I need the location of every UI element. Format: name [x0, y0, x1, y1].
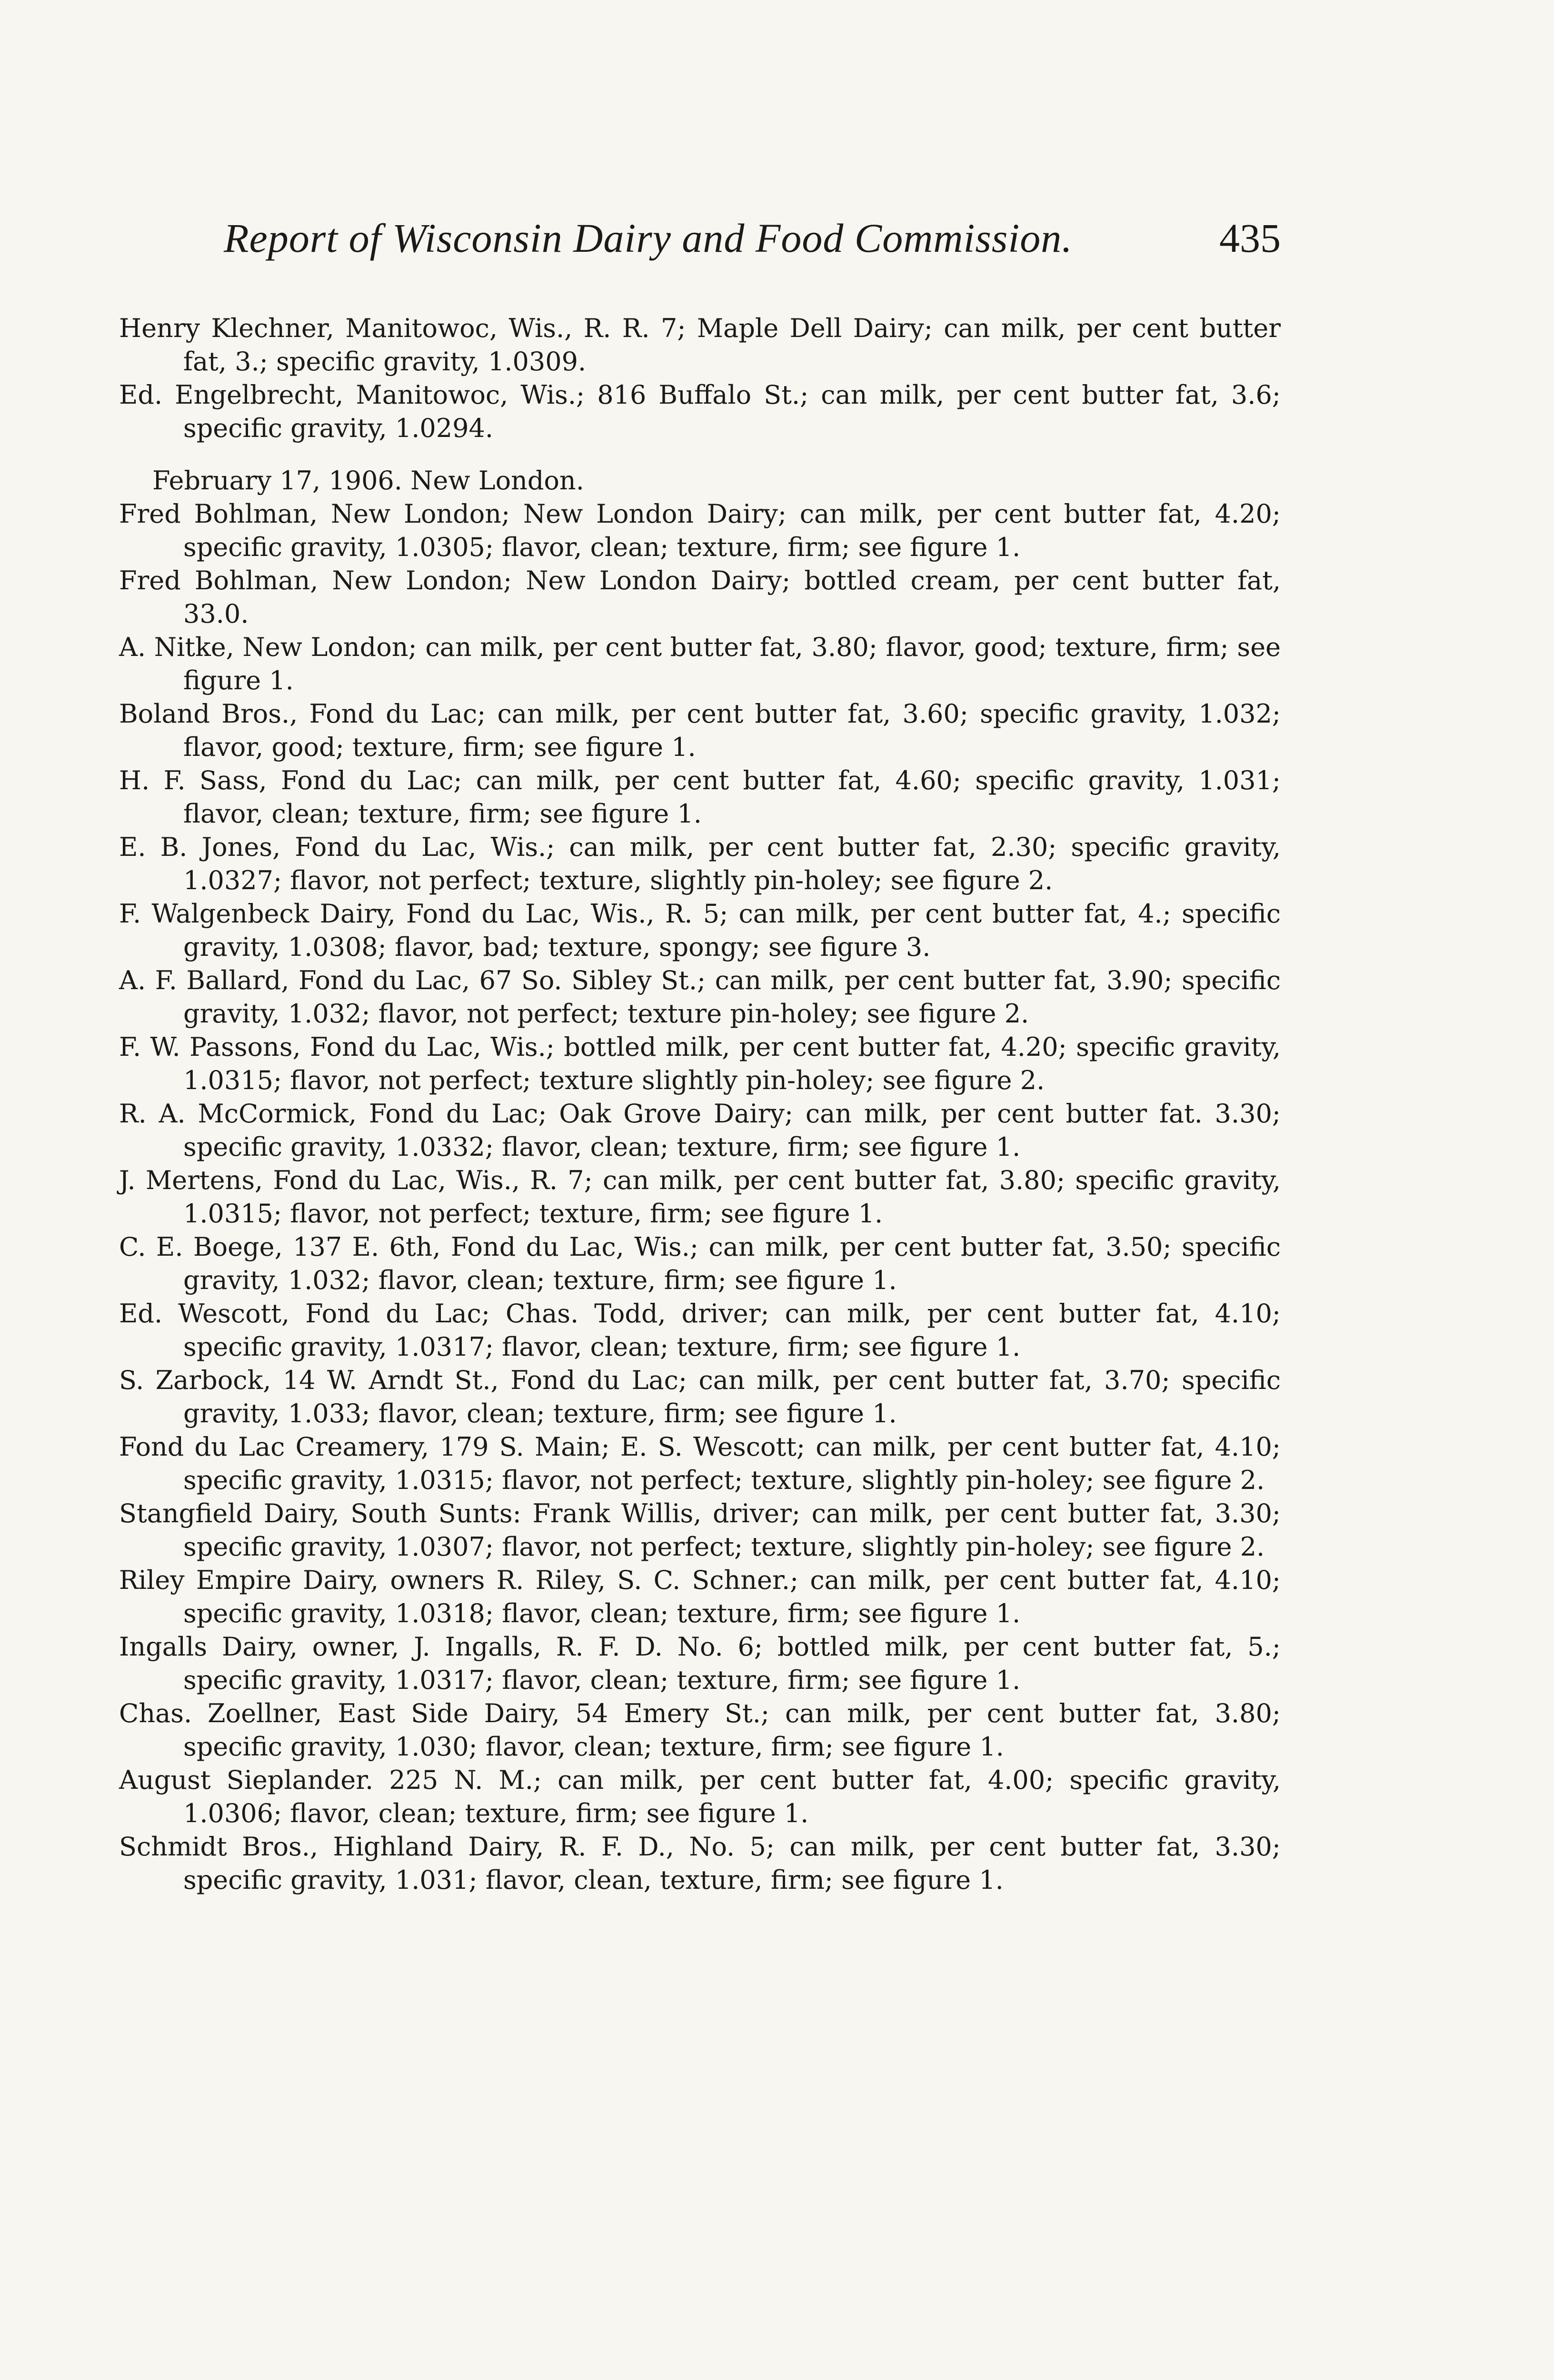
entry-paragraph: E. B. Jones, Fond du Lac, Wis.; can milk, per cent butter fat, 2.30; specific gravity, 1.0327; flavor, not perfect; texture, slightly pin-holey; see figure 2. [119, 832, 1281, 895]
running-title: Report of Wisconsin Dairy and Food Commission. [224, 215, 1073, 261]
entry-paragraph: H. F. Sass, Fond du Lac; can milk, per cent butter fat, 4.60; specific gravity, 1.031; flavor, clean; texture, firm; see figure 1. [119, 765, 1281, 829]
entry-paragraph: A. Nitke, New London; can milk, per cent butter fat, 3.80; flavor, good; texture, firm; see figure 1. [119, 632, 1281, 695]
entry-paragraph: C. E. Boege, 137 E. 6th, Fond du Lac, Wis.; can milk, per cent butter fat, 3.50; specific gravity, 1.032; flavor, clean; texture, firm; see figure 1. [119, 1232, 1281, 1295]
entry-paragraph: Riley Empire Dairy, owners R. Riley, S. C. Schner.; can milk, per cent butter fat, 4.10; specific gravity, 1.0318; flavor, clean; texture, firm; see figure 1. [119, 1565, 1281, 1628]
entry-paragraph: R. A. McCormick, Fond du Lac; Oak Grove Dairy; can milk, per cent butter fat. 3.30; specific gravity, 1.0332; flavor, clean; texture, firm; see figure 1. [119, 1099, 1281, 1162]
entry-paragraph: J. Mertens, Fond du Lac, Wis., R. 7; can milk, per cent butter fat, 3.80; specific gravity, 1.0315; flavor, not perfect; texture, firm; see figure 1. [119, 1165, 1281, 1229]
entry-paragraph: Boland Bros., Fond du Lac; can milk, per cent butter fat, 3.60; specific gravity, 1.032; flavor, good; texture, firm; see figure 1. [119, 699, 1281, 762]
entry-paragraph: Ed. Wescott, Fond du Lac; Chas. Todd, driver; can milk, per cent butter fat, 4.10; specific gravity, 1.0317; flavor, clean; texture, firm; see figure 1. [119, 1299, 1281, 1362]
entry-paragraph: Ed. Engelbrecht, Manitowoc, Wis.; 816 Buffalo St.; can milk, per cent butter fat, 3.6; specific gravity, 1.0294. [119, 380, 1281, 443]
entry-paragraph: Chas. Zoellner, East Side Dairy, 54 Emery St.; can milk, per cent butter fat, 3.80; specific gravity, 1.030; flavor, clean; texture, firm; see figure 1. [119, 1698, 1281, 1762]
entry-paragraph: Ingalls Dairy, owner, J. Ingalls, R. F. D. No. 6; bottled milk, per cent butter fat, 5.; specific gravity, 1.0317; flavor, clean; texture, firm; see figure 1. [119, 1632, 1281, 1695]
entry-paragraph: Schmidt Bros., Highland Dairy, R. F. D., No. 5; can milk, per cent butter fat, 3.30; specific gravity, 1.031; flavor, clean, texture, firm; see figure 1. [119, 1832, 1281, 1895]
entry-paragraph: F. Walgenbeck Dairy, Fond du Lac, Wis., R. 5; can milk, per cent butter fat, 4.; specific gravity, 1.0308; flavor, bad; texture, spongy; see figure 3. [119, 899, 1281, 962]
entry-paragraph: Stangfield Dairy, South Sunts: Frank Willis, driver; can milk, per cent butter fat, 3.30; specific gravity, 1.0307; flavor, not perfect; texture, slightly pin-holey; see figure 2. [119, 1498, 1281, 1562]
dateline: February 17, 1906. New London. [152, 466, 584, 496]
running-header [224, 214, 1281, 271]
entry-paragraph: F. W. Passons, Fond du Lac, Wis.; bottled milk, per cent butter fat, 4.20; specific gravity, 1.0315; flavor, not perfect; texture slightly pin-holey; see figure 2. [119, 1032, 1281, 1095]
entry-paragraph: A. F. Ballard, Fond du Lac, 67 So. Sibley St.; can milk, per cent butter fat, 3.90; specific gravity, 1.032; flavor, not perfect; texture pin-holey; see figure 2. [119, 965, 1281, 1029]
entry-paragraph: Fond du Lac Creamery, 179 S. Main; E. S. Wescott; can milk, per cent butter fat, 4.10; specific gravity, 1.0315; flavor, not perfect; texture, slightly pin-holey; see figure 2. [119, 1432, 1281, 1495]
entry-paragraph: S. Zarbock, 14 W. Arndt St., Fond du Lac; can milk, per cent butter fat, 3.70; specific gravity, 1.033; flavor, clean; texture, firm; see figure 1. [119, 1365, 1281, 1428]
entry-paragraph: August Sieplander. 225 N. M.; can milk, per cent butter fat, 4.00; specific gravity, 1.0306; flavor, clean; texture, firm; see figure 1. [119, 1765, 1281, 1828]
entry-paragraph: Fred Bohlman, New London; New London Dairy; bottled cream, per cent butter fat, 33.0. [119, 565, 1281, 629]
entry-paragraph: Henry Klechner, Manitowoc, Wis., R. R. 7; Maple Dell Dairy; can milk, per cent butter fat, 3.; specific gravity, 1.0309. [119, 313, 1281, 377]
page-body [119, 312, 1281, 1897]
entry-paragraph: Fred Bohlman, New London; New London Dairy; can milk, per cent butter fat, 4.20; specific gravity, 1.0305; flavor, clean; texture, firm; see figure 1. [119, 499, 1281, 562]
page-number: 435 [1219, 215, 1281, 261]
